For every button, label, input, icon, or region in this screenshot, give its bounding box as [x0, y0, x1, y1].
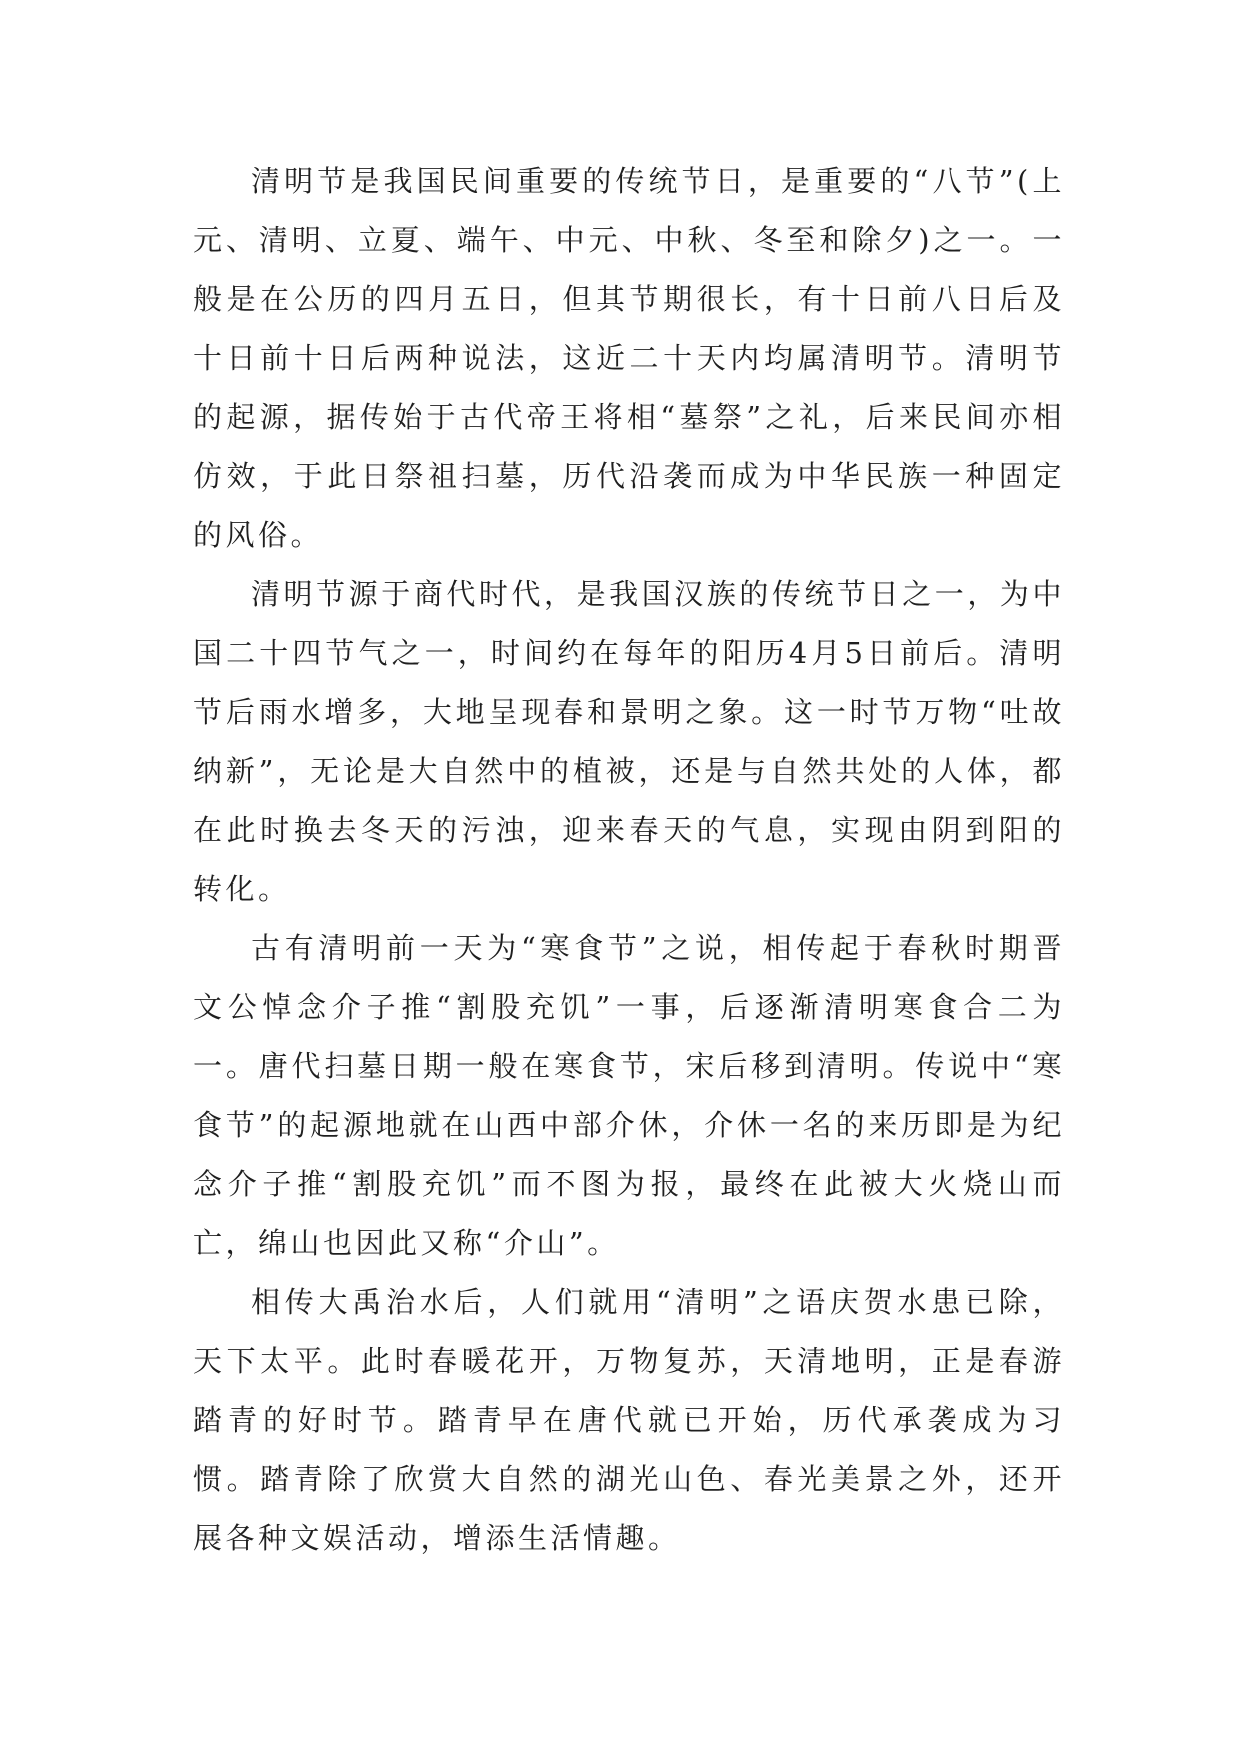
paragraph-1: 清明节是我国民间重要的传统节日，是重要的“八节”(上元、清明、立夏、端午、中元、中秋、冬至和除夕)之一。一般是在公历的四月五日，但其节期很长，有十日前八日后及十日前十日后两种说法，这近二十天内均属清明节。清明节的起源，据传始于古代帝王将相“墓祭”之礼，后来民间亦相仿效，于此日祭祖扫墓，历代沿袭而成为中华民族一种固定的风俗。	[193, 164, 1065, 552]
paragraph-3: 古有清明前一天为“寒食节”之说，相传起于春秋时期晋文公悼念介子推“割股充饥”一事，后逐渐清明寒食合二为一。唐代扫墓日期一般在寒食节，宋后移到清明。传说中“寒食节”的起源地就在山西中部介休，介休一名的来历即是为纪念介子推“割股充饥”而不图为报，最终在此被大火烧山而亡，绵山也因此又称“介山”。	[193, 931, 1065, 1260]
document-body	[193, 152, 1065, 1568]
paragraph-4: 相传大禹治水后，人们就用“清明”之语庆贺水患已除，天下太平。此时春暖花开，万物复苏，天清地明，正是春游踏青的好时节。踏青早在唐代就已开始，历代承袭成为习惯。踏青除了欣赏大自然的湖光山色、春光美景之外，还开展各种文娱活动，增添生活情趣。	[193, 1285, 1065, 1555]
paragraph-2: 清明节源于商代时代，是我国汉族的传统节日之一，为中国二十四节气之一，时间约在每年的阳历4月5日前后。清明节后雨水增多，大地呈现春和景明之象。这一时节万物“吐故纳新”，无论是大自然中的植被，还是与自然共处的人体，都在此时换去冬天的污浊，迎来春天的气息，实现由阴到阳的转化。	[193, 577, 1065, 906]
